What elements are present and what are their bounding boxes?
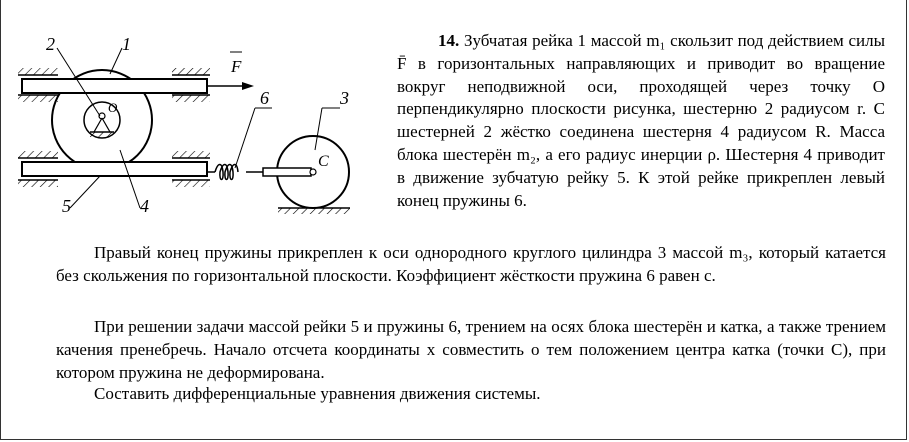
label-6: 6	[260, 88, 269, 108]
problem-number: 14.	[438, 31, 460, 50]
label-2: 2	[46, 34, 55, 54]
paragraph-2	[56, 242, 886, 288]
rack-top-1	[22, 79, 207, 93]
label-5: 5	[62, 196, 71, 216]
label-1: 1	[122, 34, 131, 54]
point-c	[310, 169, 316, 175]
gear-support	[90, 118, 114, 137]
paragraph-3	[56, 316, 886, 384]
paragraph-3-text: При решении задачи массой рейки 5 и пружины 6, трением на осях блока шестерён и катка, а также трением качения пренебречь. Начало отсчета координаты x совместить о тем положением центра катка (точки C), при котором пружина не деформирована.	[56, 317, 886, 382]
label-o: O	[108, 100, 118, 115]
rack-bottom-5	[22, 162, 207, 176]
force-arrow	[207, 52, 254, 90]
label-3: 3	[340, 88, 349, 108]
label-c: C	[318, 153, 329, 170]
force-label: F	[231, 57, 242, 76]
problem-intro-text: Зубчатая рейка 1 массой m₁ скользит под действием силы F̄ в горизонтальных направляющих и приводит во вращение вокруг неподвижной оси, проходящей через точку O перпендикулярно плоскости рисунка, шестерню 2 радиусом r. С шестерней 2 жёстко соединена шестерня 4 радиусом R. Масса блока шестерён m₂, а его радиус инерции ρ. Шестерня 4 приводит в движение зубчатую рейку 5. К этой рейке прикреплен левый конец пружины 6.	[397, 31, 885, 210]
cylinder-rod	[263, 168, 311, 176]
label-4: 4	[140, 196, 149, 216]
mechanism-figure	[10, 30, 380, 225]
paragraph-4-text: Составить дифференциальные уравнения движения системы.	[94, 384, 541, 403]
paragraph-4	[56, 383, 886, 406]
ground	[278, 208, 350, 214]
problem-intro	[397, 30, 885, 212]
paragraph-2-text: Правый конец пружины прикреплен к оси однородного круглого цилиндра 3 массой m₃, который катается без скольжения по горизонтальной плоскости. Коэффициент жёсткости пружина 6 равен c.	[56, 243, 886, 285]
